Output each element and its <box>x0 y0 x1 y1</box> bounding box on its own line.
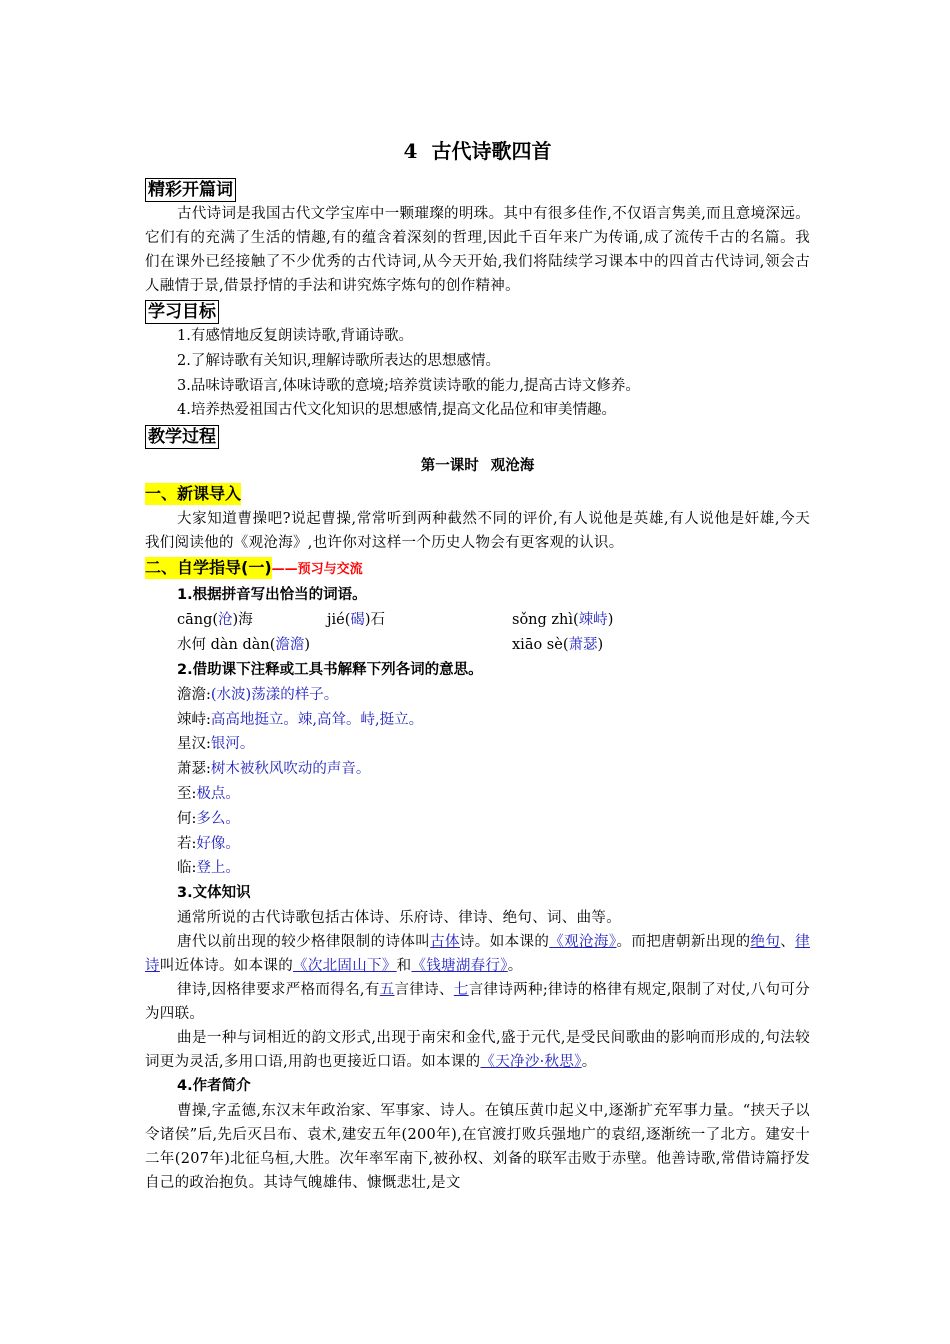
question-4: 4.作者简介 <box>177 1078 251 1095</box>
def-meaning: 银河。 <box>210 736 255 753</box>
definition-7 <box>145 832 810 857</box>
pinyin-3-rest: ) <box>607 612 614 629</box>
genre-paragraph-2 <box>145 930 810 978</box>
pinyin-1: cāng( <box>177 612 219 629</box>
answer-blank: 绝句 <box>750 934 781 951</box>
goal-item-1: 1.有感情地反复朗读诗歌,背诵诗歌。 <box>177 328 413 344</box>
pinyin-item-2 <box>327 608 512 633</box>
text-run: 唐代以前出现的较少格律限制的诗体叫 <box>177 934 431 951</box>
text-run: 言律诗两种;律诗的格律有规定,限制了对仗,八句可分为四联。 <box>145 982 811 1023</box>
lesson-title-text: 古代诗歌四首 <box>431 139 552 163</box>
intro-heading: 一、新课导入 <box>145 484 242 504</box>
definition-6 <box>145 807 810 832</box>
answer-blank: 《次北固山下》 <box>293 958 397 975</box>
text-run: 言律诗、 <box>394 982 454 999</box>
text-run: 、 <box>780 934 796 951</box>
definition-3 <box>145 732 810 757</box>
guide-heading-row <box>145 555 810 583</box>
text-run: 和 <box>396 958 412 975</box>
answer-blank: 五 <box>379 982 395 999</box>
def-word: 澹澹: <box>177 686 211 703</box>
def-word: 星汉: <box>177 736 211 753</box>
def-word: 至: <box>177 785 197 802</box>
pinyin-3: sǒng zhì( <box>512 612 579 629</box>
pinyin-item-5 <box>512 633 603 658</box>
text-run: 律诗,因格律要求严格而得名,有 <box>177 982 380 999</box>
answer-4: 澹澹 <box>275 636 305 653</box>
answer-3: 竦峙 <box>578 612 608 629</box>
pinyin-1-rest: )海 <box>232 612 253 629</box>
opening-text: 古代诗词是我国古代文学宝库中一颗璀璨的明珠。其中有很多佳作,不仅语言隽美,而且意境深远。它们有的充满了生活的情趣,有的蕴含着深刻的哲理,因此千百年来广为传诵,成了流传千古的名篇。我们在课外已经接触了不少优秀的古代诗词,从今天开始,我们将陆续学习课本中的四首古代诗词,领会古人融情于景,借景抒情的手法和讲究炼字炼句的创作精神。 <box>145 206 810 294</box>
def-word: 若: <box>177 835 197 852</box>
pinyin-2: jié( <box>327 612 351 629</box>
pinyin-2-rest: )石 <box>364 612 386 629</box>
intro-text: 大家知道曹操吧?说起曹操,常常听到两种截然不同的评价,有人说他是英雄,有人说他是奸雄,今天我们阅读他的《观沧海》,也许你对这样一个历史人物会有更客观的认识。 <box>145 511 810 552</box>
question-2: 2.借助课下注释或工具书解释下列各词的意思。 <box>177 661 483 678</box>
definition-2 <box>145 708 810 733</box>
text-run: 叫近体诗。如本课的 <box>159 958 294 975</box>
text-run: 。 <box>507 958 523 975</box>
def-word: 临: <box>177 860 197 877</box>
genre-paragraph-4 <box>145 1026 810 1074</box>
goal-item-2: 2.了解诗歌有关知识,理解诗歌所表达的思想感情。 <box>177 352 500 369</box>
goal-item-4: 4.培养热爱祖国古代文化知识的思想感情,提高文化品位和审美情趣。 <box>177 402 616 419</box>
genre-paragraph-3 <box>145 978 810 1026</box>
answer-blank: 《天净沙·秋思》 <box>480 1054 582 1071</box>
process-heading: 教学过程 <box>145 425 219 449</box>
answer-1: 沧 <box>218 612 233 629</box>
def-word: 何: <box>177 810 197 827</box>
opening-heading: 精彩开篇词 <box>145 178 236 202</box>
lesson-period: 第一课时 <box>420 458 479 475</box>
document-content <box>145 138 810 1195</box>
pinyin-4: 水何 dàn dàn( <box>177 636 276 653</box>
text-run: 。 <box>581 1054 597 1071</box>
def-word: 萧瑟: <box>177 761 211 778</box>
goal-item-3: 3.品味诗歌语言,体味诗歌的意境;培养赏读诗歌的能力,提高古诗文修养。 <box>177 377 640 394</box>
def-meaning: 登上。 <box>196 860 240 877</box>
lesson-number: 4 <box>403 139 418 163</box>
answer-2: 碣 <box>350 612 365 629</box>
answer-blank: 《钱塘湖春行》 <box>411 958 508 975</box>
def-meaning: 树木被秋风吹动的声音。 <box>210 761 371 778</box>
text-run: 曲是一种与词相近的韵文形式,出现于南宋和金代,盛于元代,是受民间歌曲的影响而形成的,句法较词更为灵活,多用口语,用韵也更接近口语。如本课的 <box>145 1030 810 1071</box>
lesson-heading <box>145 453 810 479</box>
question-1: 1.根据拼音写出恰当的词语。 <box>177 587 367 604</box>
answer-blank: 七 <box>453 982 469 999</box>
answer-blank: 律诗 <box>145 934 810 975</box>
def-word: 竦峙: <box>177 711 211 728</box>
pinyin-item-1 <box>177 608 327 633</box>
pinyin-5-rest: ) <box>597 636 604 653</box>
text-run: 诗。如本课的 <box>459 934 550 951</box>
text-run: 。而把唐朝新出现的 <box>616 934 751 951</box>
guide-heading-tail: ——预习与交流 <box>271 562 363 578</box>
author-paragraph: 曹操,字孟德,东汉末年政治家、军事家、诗人。在镇压黄巾起义中,逐渐扩充军事力量。“挟天子以令诸侯”后,先后灭吕布、袁术,建安五年(200年),在官渡打败兵强地广的袁绍,逐渐统一了北方。建安十二年(207年)北征乌桓,大胜。次年率军南下,被孙权、刘备的联军击败于赤壁。他善诗歌,常借诗篇抒发自己的政治抱负。其诗气魄雄伟、慷慨悲壮,是文 <box>145 1103 810 1192</box>
genre-paragraph-1: 通常所说的古代诗歌包括古体诗、乐府诗、律诗、绝句、词、曲等。 <box>177 910 621 927</box>
pinyin-item-4 <box>177 633 512 658</box>
def-meaning: 多么。 <box>196 810 240 827</box>
def-meaning: (水波)荡漾的样子。 <box>210 686 339 703</box>
definition-4 <box>145 757 810 782</box>
def-meaning: 高高地挺立。竦,高耸。峙,挺立。 <box>210 711 424 728</box>
question-3: 3.文体知识 <box>177 885 251 902</box>
page-title <box>145 138 810 168</box>
definition-5 <box>145 782 810 807</box>
definition-1 <box>145 683 810 708</box>
pinyin-row-1 <box>145 608 810 633</box>
def-meaning: 好像。 <box>196 835 240 852</box>
pinyin-5: xiāo sè( <box>512 636 569 653</box>
definition-8 <box>145 856 810 881</box>
answer-blank: 《观沧海》 <box>549 934 617 951</box>
pinyin-4-rest: ) <box>304 636 311 653</box>
answer-5: 萧瑟 <box>568 636 598 653</box>
pinyin-row-2 <box>145 633 810 658</box>
guide-heading: 二、自学指导(一) <box>145 558 272 578</box>
pinyin-item-3 <box>512 608 613 633</box>
def-meaning: 极点。 <box>196 785 240 802</box>
lesson-poem: 观沧海 <box>490 458 535 475</box>
answer-blank: 古体 <box>430 934 460 951</box>
goals-heading: 学习目标 <box>145 300 219 324</box>
